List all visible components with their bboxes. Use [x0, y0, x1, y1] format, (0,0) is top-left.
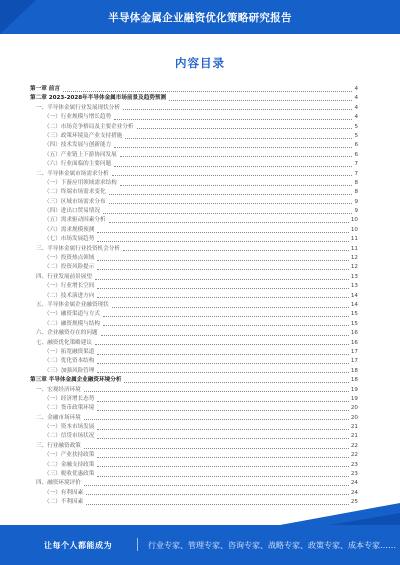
toc-entry[interactable] [30, 226, 358, 235]
toc-entry-label: 第二章 2023-2028年半导体金属市场前景及趋势预测 [30, 95, 167, 102]
toc-entry-label: （三）区域市场需求分布 [44, 198, 106, 205]
toc-page-number: 20 [350, 405, 358, 412]
toc-entry[interactable] [30, 310, 358, 319]
toc-entry-label: 二、金融市场环境 [36, 414, 81, 421]
toc-entry-label: 三、行业融资政策 [36, 442, 81, 449]
toc-entry[interactable] [30, 395, 358, 404]
toc-entry-label: （一）产业扶持政策 [44, 452, 95, 459]
toc-entry-label: 第三章 半导体金属企业融资环境分析 [30, 377, 122, 384]
toc-dot-leader [97, 466, 349, 467]
toc-entry[interactable] [30, 188, 358, 197]
toc-dot-leader [123, 109, 353, 110]
toc-page-number: 14 [350, 301, 358, 308]
toc-dot-leader [120, 156, 353, 157]
toc-chapter-entry[interactable] [30, 376, 358, 385]
toc-page-number: 5 [354, 123, 358, 130]
toc-page-number: 15 [350, 311, 358, 318]
toc-dot-leader [103, 325, 349, 326]
toc-entry-label: （四）进出口贸易情况 [44, 208, 100, 215]
toc-entry-label: （一）融资渠道与方式 [44, 311, 100, 318]
toc-dot-leader [97, 438, 349, 439]
toc-entry[interactable] [30, 273, 358, 282]
toc-entry[interactable] [30, 479, 358, 488]
toc-page-number: 4 [354, 104, 358, 111]
toc-entry-label: （一）投资热点领域 [44, 255, 95, 262]
toc-page-number: 20 [350, 414, 358, 421]
toc-dot-leader [97, 476, 349, 477]
toc-entry-label: （三）加强风险管理 [44, 367, 95, 374]
toc-dot-leader [109, 203, 353, 204]
toc-entry-label: （五）需求驱动因素分析 [44, 217, 106, 224]
toc-page-number: 4 [354, 86, 358, 92]
toc-entry-label: 三、半导体金属行业投资机会分析 [36, 245, 120, 252]
document-footer-band [0, 525, 400, 565]
toc-entry[interactable] [30, 198, 358, 207]
toc-dot-leader [103, 213, 352, 214]
toc-entry-label: （二）信贷市场状况 [44, 433, 95, 440]
toc-page-number: 10 [350, 226, 358, 233]
toc-entry-label: （一）有利因素 [44, 489, 84, 496]
toc-page-number: 18 [350, 367, 358, 374]
toc-dot-leader [114, 147, 352, 148]
toc-entry[interactable] [30, 113, 358, 122]
toc-entry-label: 第一章 前言 [30, 86, 60, 92]
toc-entry-label: （一）资本市场发展 [44, 424, 95, 431]
toc-heading: 内容目录 [175, 56, 225, 70]
toc-entry[interactable] [30, 367, 358, 376]
toc-page-number: 6 [354, 142, 358, 149]
toc-page-number: 24 [350, 489, 358, 496]
toc-dot-leader [97, 401, 349, 402]
toc-entry-label: （六）需求规模预测 [44, 226, 95, 233]
toc-chapter-entry[interactable] [30, 85, 358, 94]
toc-page-number: 18 [350, 377, 358, 384]
toc-entry[interactable] [30, 263, 358, 272]
toc-dot-leader [97, 354, 349, 355]
toc-page-number: 21 [350, 424, 358, 431]
toc-dot-leader [123, 250, 349, 251]
toc-entry[interactable] [30, 132, 358, 141]
toc-page-number: 17 [350, 348, 358, 355]
toc-dot-leader [84, 391, 349, 392]
toc-dot-leader [97, 297, 349, 298]
toc-entry[interactable] [30, 235, 358, 244]
toc-entry-label: （三）税收优惠政策 [44, 471, 95, 478]
toc-entry-label: 一、宏观经济环境 [36, 386, 81, 393]
toc-entry[interactable] [30, 329, 358, 338]
toc-chapter-entry[interactable] [30, 94, 358, 103]
toc-entry[interactable] [30, 339, 358, 348]
toc-page-number: 8 [354, 179, 358, 186]
toc-entry[interactable] [30, 160, 358, 169]
toc-dot-leader [95, 279, 349, 280]
toc-page-number: 15 [350, 320, 358, 327]
toc-entry[interactable] [30, 489, 358, 498]
toc-dot-leader [97, 260, 349, 261]
toc-page-number: 24 [350, 480, 358, 487]
toc-dot-leader [169, 100, 352, 101]
toc-page-number: 19 [350, 395, 358, 402]
toc-dot-leader [97, 372, 349, 373]
toc-dot-leader [84, 448, 349, 449]
toc-page-number: 4 [354, 95, 358, 102]
toc-dot-leader [125, 138, 352, 139]
toc-page-number: 6 [354, 151, 358, 158]
toc-dot-leader [97, 457, 349, 458]
toc-dot-leader [120, 185, 353, 186]
toc-dot-leader [84, 419, 349, 420]
toc-entry-label: 七、融资优化策略建议 [36, 339, 92, 346]
table-of-contents [30, 85, 358, 515]
toc-entry-label: （二）市场竞争格局及主要企业分析 [44, 123, 134, 130]
toc-entry-label: 四、融资环境评价 [36, 480, 81, 487]
toc-page-number: 22 [350, 452, 358, 459]
toc-entry-label: （二）优化资本结构 [44, 358, 95, 365]
toc-entry-label: （二）终端市场需求变化 [44, 189, 106, 196]
toc-entry[interactable] [30, 348, 358, 357]
toc-entry[interactable] [30, 179, 358, 188]
toc-entry[interactable] [30, 292, 358, 301]
toc-entry[interactable] [30, 442, 358, 451]
toc-entry-label: （七）市场发展趋势 [44, 236, 95, 243]
toc-page-number: 23 [350, 461, 358, 468]
toc-entry[interactable] [30, 301, 358, 310]
toc-entry-label: （一）行业增长空间 [44, 283, 95, 290]
toc-entry-label: （一）下游应用领域需求结构 [44, 179, 117, 186]
toc-dot-leader [103, 316, 349, 317]
toc-entry[interactable] [30, 282, 358, 291]
toc-page-number: 16 [350, 339, 358, 346]
toc-dot-leader [97, 288, 349, 289]
toc-dot-leader [101, 335, 349, 336]
toc-page-number: 7 [354, 170, 358, 177]
toc-dot-leader [97, 241, 349, 242]
toc-dot-leader [114, 166, 352, 167]
toc-entry[interactable] [30, 320, 358, 329]
toc-dot-leader [137, 128, 353, 129]
toc-dot-leader [112, 175, 353, 176]
toc-entry[interactable] [30, 357, 358, 366]
toc-page-number: 4 [354, 114, 358, 121]
toc-page-number: 12 [350, 255, 358, 262]
toc-dot-leader [86, 494, 349, 495]
toc-page-number: 22 [350, 442, 358, 449]
toc-entry[interactable] [30, 423, 358, 432]
toc-page-number: 13 [350, 273, 358, 280]
footer-accent-shape-dark [330, 513, 400, 525]
toc-entry[interactable] [30, 432, 358, 441]
toc-entry-label: （二）不利因素 [44, 499, 84, 506]
toc-page-number: 12 [350, 264, 358, 271]
toc-page-number: 16 [350, 330, 358, 337]
toc-entry[interactable] [30, 216, 358, 225]
toc-dot-leader [97, 232, 349, 233]
toc-entry-label: （五）产业链上下游协同发展 [44, 151, 117, 158]
toc-entry-label: （二）货币政策环境 [44, 405, 95, 412]
toc-entry-label: （二）金融支持政策 [44, 461, 95, 468]
toc-page-number: 7 [354, 161, 358, 168]
toc-entry[interactable] [30, 461, 358, 470]
toc-dot-leader [97, 269, 349, 270]
toc-entry-label: （一）行业规模与增长趋势 [44, 114, 112, 121]
toc-entry-label: 六、企业融资存在的问题 [36, 330, 98, 337]
toc-page-number: 11 [350, 236, 358, 243]
toc-entry-label: （一）经济增长态势 [44, 395, 95, 402]
toc-entry[interactable] [30, 104, 358, 113]
toc-entry-label: （六）行业面临的主要问题 [44, 161, 112, 168]
toc-page-number: 17 [350, 358, 358, 365]
toc-entry[interactable] [30, 451, 358, 460]
toc-page-number: 23 [350, 471, 358, 478]
toc-entry-label: （三）政策环境及产业支持措施 [44, 132, 123, 139]
toc-page-number: 13 [350, 283, 358, 290]
toc-entry-label: （二）技术演进方向 [44, 292, 95, 299]
toc-dot-leader [95, 344, 349, 345]
toc-entry-label: 二、半导体金属市场需求分析 [36, 170, 109, 177]
toc-page-number: 21 [350, 433, 358, 440]
footer-slogan: 让每个人都能成为 [44, 541, 112, 550]
report-title: 半导体金属企业融资优化策略研究报告 [108, 12, 292, 24]
toc-page-number: 8 [354, 189, 358, 196]
toc-dot-leader [97, 363, 349, 364]
toc-entry[interactable] [30, 207, 358, 216]
toc-page-number: 5 [354, 132, 358, 139]
toc-page-number: 9 [354, 208, 358, 215]
toc-entry-label: （四）技术发展与创新能力 [44, 142, 112, 149]
toc-dot-leader [124, 382, 348, 383]
toc-dot-leader [114, 119, 352, 120]
toc-page-number: 14 [350, 292, 358, 299]
toc-entry[interactable] [30, 414, 358, 423]
toc-entry[interactable] [30, 123, 358, 132]
toc-dot-leader [109, 194, 353, 195]
toc-entry[interactable] [30, 170, 358, 179]
toc-dot-leader [97, 410, 349, 411]
toc-entry-label: 一、半导体金属行业发展现状分析 [36, 104, 120, 111]
toc-page-number: 10 [350, 217, 358, 224]
toc-dot-leader [84, 485, 349, 486]
toc-dot-leader [97, 429, 349, 430]
footer-expert-list: 行业专家、管理专家、咨询专家、战略专家、政策专家、成本专家…… [148, 541, 396, 550]
toc-dot-leader [112, 307, 349, 308]
footer-divider [137, 538, 138, 551]
toc-page-number: 19 [350, 386, 358, 393]
toc-entry[interactable] [30, 151, 358, 160]
toc-entry[interactable] [30, 141, 358, 150]
toc-entry-label: 五、半导体金属企业融资现状 [36, 301, 109, 308]
toc-entry[interactable] [30, 254, 358, 263]
toc-page-number: 25 [350, 499, 358, 506]
document-header-band [0, 0, 400, 34]
toc-entry-label: （二）投资风险提示 [44, 264, 95, 271]
toc-entry[interactable] [30, 386, 358, 395]
toc-entry[interactable] [30, 404, 358, 413]
toc-entry-label: （二）融资规模与结构 [44, 320, 100, 327]
toc-dot-leader [63, 91, 353, 92]
toc-entry-label: （一）拓宽融资渠道 [44, 348, 95, 355]
toc-page-number: 9 [354, 198, 358, 205]
toc-page-number: 11 [350, 245, 358, 252]
toc-dot-leader [109, 222, 349, 223]
toc-entry-label: 四、行业发展前景展望 [36, 273, 92, 280]
toc-entry[interactable] [30, 470, 358, 479]
toc-entry[interactable] [30, 245, 358, 254]
